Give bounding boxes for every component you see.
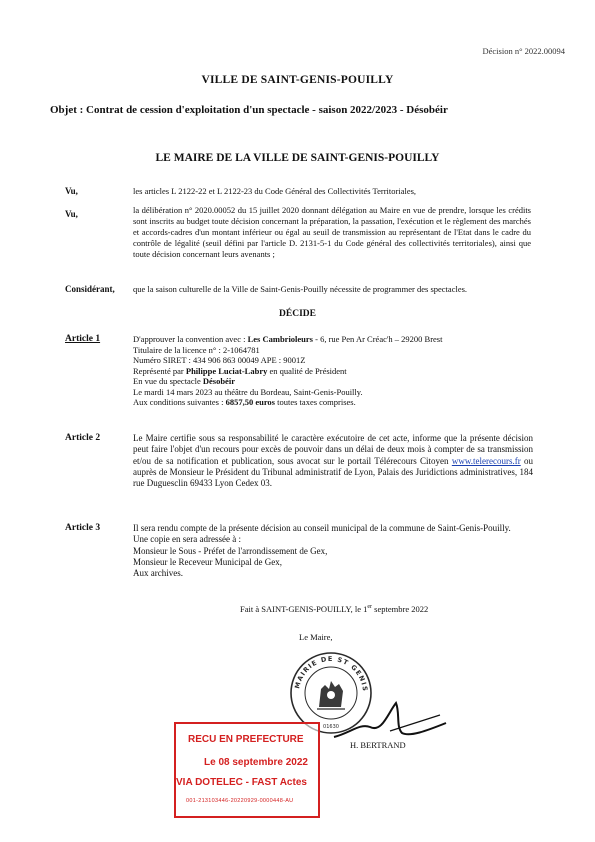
- objet-label: Objet :: [50, 104, 84, 116]
- considerant-text: que la saison culturelle de la Ville de Saint-Genis-Pouilly nécessite de programmer des spectacles.: [133, 284, 468, 294]
- considerant-label: Considérant,: [65, 284, 115, 294]
- vu-text-2: la délibération n° 2020.00052 du 15 juillet 2020 donnant délégation au Maire en vue de prendre, lorsque les crédits sont inscrits au budget toute décision concernant la préparation, la passation, l'exécution et le règlement des marchés et accords-cadres d'un montant inférieur ou égal au seuil de transmission au représentant de l'Etat dans le cadre du contrôle de légalité (seuil défini par l'article D. 2131-5-1 du Code général des collectivités territoriales), ainsi que toute décision concernant leurs avenants ;: [133, 205, 531, 259]
- article-1-line-licence: Titulaire de la licence n° : 2-1064781: [133, 344, 260, 355]
- maire-title: LE MAIRE DE LA VILLE DE SAINT-GENIS-POUILLY: [155, 152, 440, 164]
- article-2-body: Le Maire certifie sous sa responsabilité le caractère exécutoire de cet acte, informe que la présente décision peut faire l'objet d'un recours pour excès de pouvoir dans un délai de deux mois à compter de sa transmission et/ou de sa notification et publication, sous avocat sur le portail Télérecours Citoyen www.telerecours.fr ou auprès de Monsieur le Président du Tribunal administratif de Lyon, Palais des Juridictions administratives, 184 rue Duguesclin 69433 Lyon Cedex 03.: [133, 433, 534, 489]
- city-title: VILLE DE SAINT-GENIS-POUILLY: [201, 74, 394, 86]
- recipient-receveur: Monsieur le Receveur Municipal de Gex,: [133, 556, 282, 567]
- article-1-line-conditions: Aux conditions suivantes : 6857,50 euros toutes taxes comprises.: [133, 397, 356, 407]
- article-3-body: [133, 523, 533, 579]
- decide-heading: DÉCIDE: [279, 309, 316, 319]
- le-maire-label: Le Maire,: [299, 632, 333, 642]
- recipient-sous-prefet: Monsieur le Sous - Préfet de l'arrondissement de Gex,: [133, 545, 328, 556]
- article-3-copy-intro: Une copie en sera adressée à :: [133, 534, 241, 545]
- vu-label-2: Vu,: [65, 209, 78, 219]
- telerecours-link[interactable]: www.telerecours.fr: [451, 455, 521, 466]
- recipient-archives: Aux archives.: [133, 568, 183, 579]
- seal-text-top: MAIRIE DE ST GENIS: [293, 654, 370, 693]
- stamp-line-reference: 001-213103446-20220929-0000448-AU: [186, 798, 294, 804]
- objet-text: Contrat de cession d'exploitation d'un spectacle - saison 2022/2023 - Désobéir: [86, 104, 448, 116]
- article-1-line-convention: D'approuver la convention avec : Les Cambrioleurs - 6, rue Pen Ar Créac'h – 29200 Brest: [133, 334, 443, 344]
- article-3-text: Il sera rendu compte de la présente décision au conseil municipal de la commune de Saint-Genis-Pouilly.: [133, 523, 511, 533]
- stamp-line-via: VIA DOTELEC - FAST Actes: [176, 777, 307, 788]
- article-2-label: Article 2: [65, 433, 101, 443]
- article-1-label: Article 1: [65, 334, 101, 344]
- seal-text-bottom: 01630: [323, 724, 339, 730]
- decision-number: Décision n° 2022.00094: [482, 46, 565, 56]
- article-3-label: Article 3: [65, 523, 101, 533]
- objet-line: [50, 104, 550, 117]
- article-1-line-date: Le mardi 14 mars 2023 au théâtre du Bordeau, Saint-Genis-Pouilly.: [133, 386, 363, 397]
- stamp-line-date: Le 08 septembre 2022: [204, 757, 308, 768]
- article-1-body: [133, 334, 533, 408]
- signatory-name: H. BERTRAND: [350, 740, 406, 750]
- vu-label-1: Vu,: [65, 186, 78, 196]
- article-1-line-siret: Numéro SIRET : 434 906 863 00049 APE : 9001Z: [133, 355, 306, 365]
- article-1-line-spectacle: En vue du spectacle Désobéir: [133, 376, 235, 386]
- svg-text:MAIRIE DE ST GENIS POUILLY: [289, 651, 369, 692]
- stamp-line-recu: RECU EN PREFECTURE: [188, 734, 304, 745]
- vu-text-1: les articles L 2122-22 et L 2122-23 du Code Général des Collectivités Territoriales,: [133, 186, 417, 196]
- fait-a-line: Fait à SAINT-GENIS-POUILLY, le 1er septembre 2022: [240, 604, 429, 614]
- prefecture-stamp: [174, 722, 320, 818]
- article-1-line-representant: Représenté par Philippe Luciat-Labry en qualité de Président: [133, 365, 347, 376]
